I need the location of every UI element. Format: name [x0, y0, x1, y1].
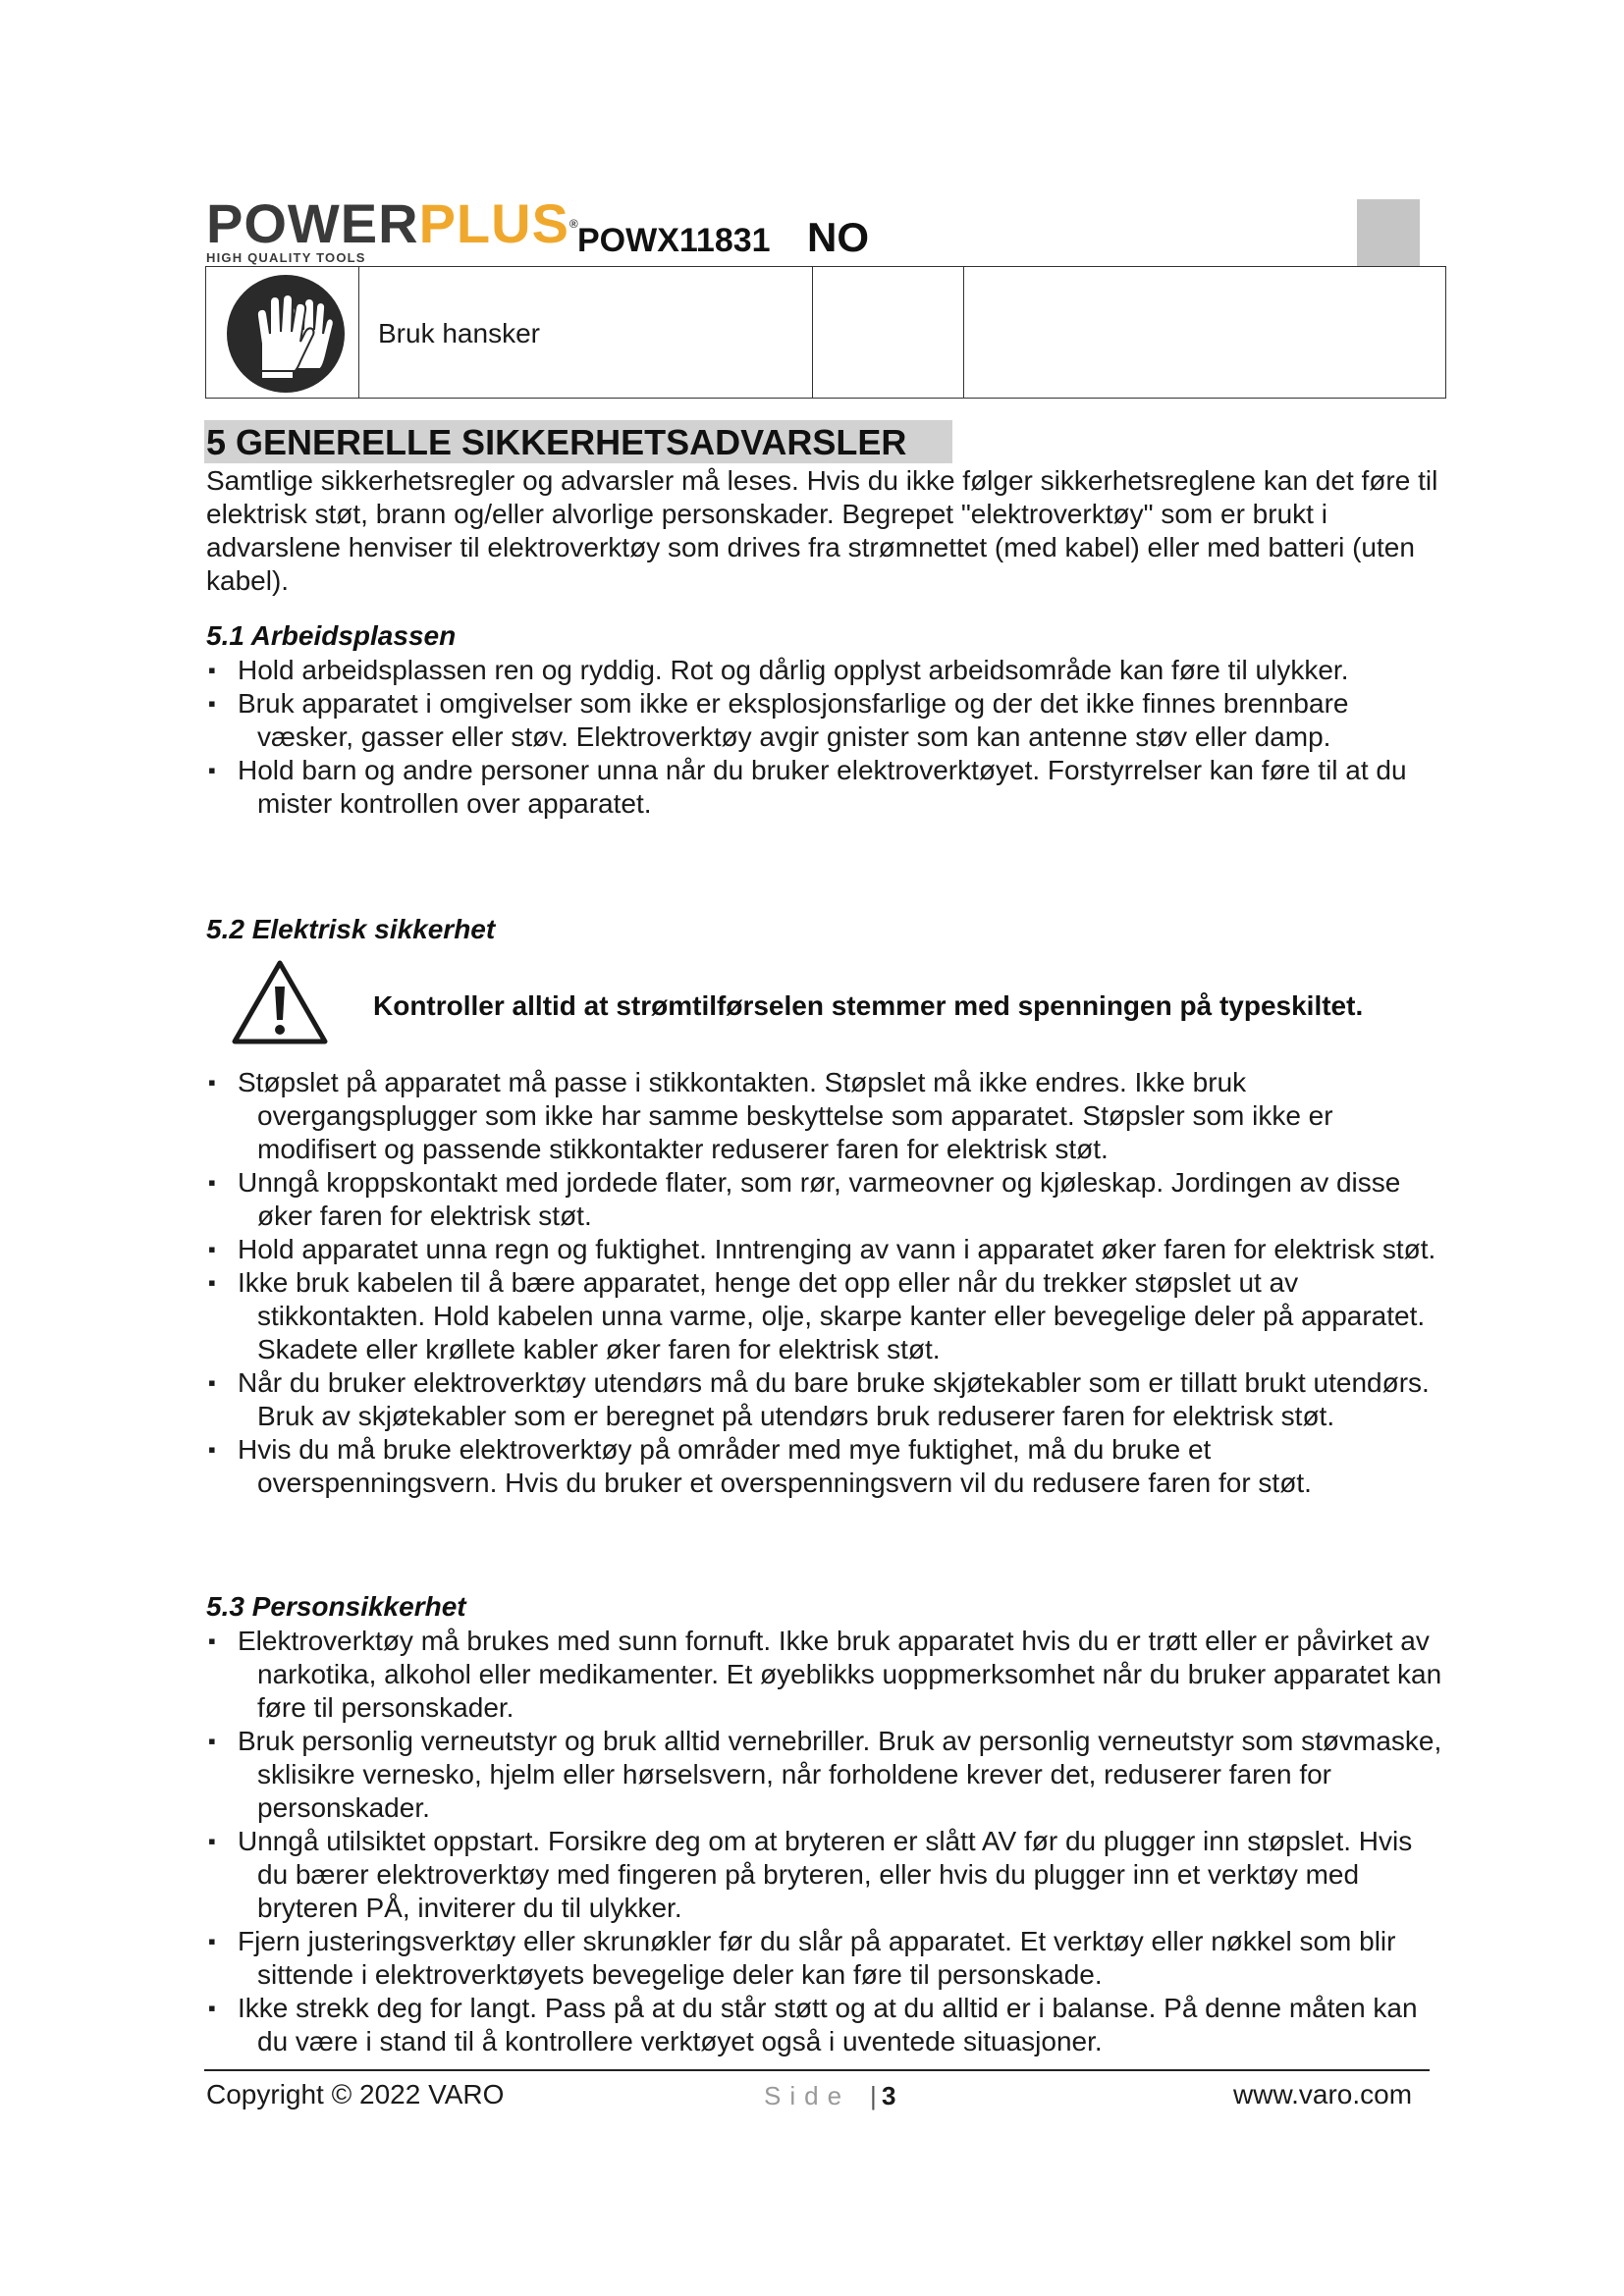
subsection-title-electrical: 5.2 Elektrisk sikkerhet — [206, 914, 496, 944]
brand-registered-mark: ® — [568, 217, 579, 231]
footer-page-number: 3 — [882, 2081, 896, 2110]
section-intro: Samtlige sikkerhetsregler og advarsler må leses. Hvis du ikke følger sikkerhetsreglene kan det føre til elektrisk støt, brann og/eller alvorlige personskader. Begrepet "elektroverktøy" som er brukt i advarslene henviser til elektroverktøy som drives fra strømnettet (med kabel) eller med batteri (uten kabel). — [206, 465, 1438, 596]
subsection-title-personal: 5.3 Personsikkerhet — [206, 1591, 466, 1622]
list-item: ▪ Ikke bruk kabelen til å bære apparatet, henge det opp eller når du trekker støpslet ut av stikkontakten. Hold kabelen unna varme, olje, skarpe kanter eller bevegelige deler på apparatet. Skadete eller krøllete kabler øker faren for elektrisk støt. — [208, 1267, 1426, 1364]
voltage-warning: Kontroller alltid at strømtilførselen stemmer med spenningen på typeskiltet. — [373, 990, 1364, 1021]
list-item: ▪ Når du bruker elektroverktøy utendørs må du bare bruke skjøtekabler som er tillatt brukt utendørs. Bruk av skjøtekabler som er beregnet på utendørs bruk reduserer faren for elektrisk støt. — [208, 1367, 1430, 1431]
warning-triangle-icon — [231, 957, 329, 1047]
list-item: ▪ Hvis du må bruke elektroverktøy på områder med mye fuktighet, må du bruke et overspenningsvern. Hvis du bruker et overspenningsvern vil du redusere faren for støt. — [208, 1434, 1312, 1498]
list-item: ▪ Støpslet på apparatet må passe i stikkontakten. Støpslet må ikke endres. Ikke bruk overgangsplugger som ikke har samme beskyttelse som apparatet. Støpsler som ikke er modifisert og passende stikkontakter reduserer faren for elektrisk støt. — [208, 1067, 1333, 1164]
bullet-icon: ▪ — [208, 1829, 216, 1853]
brand-wordmark — [206, 192, 579, 254]
footer-separator: | — [870, 2081, 877, 2110]
workplace-list — [206, 654, 1445, 821]
list-item: ▪ Bruk apparatet i omgivelser som ikke er eksplosjonsfarlige og der det ikke finnes brennbare væsker, gasser eller støv. Elektroverktøy avgir gnister som kan antenne støv eller damp. — [208, 688, 1349, 752]
bullet-icon: ▪ — [208, 1437, 216, 1462]
footer-rule — [204, 2069, 1430, 2071]
brand-tagline: HIGH QUALITY TOOLS — [206, 250, 366, 265]
gloves-icon — [224, 273, 348, 395]
list-item: ▪ Bruk personlig verneutstyr og bruk alltid vernebriller. Bruk av personlig verneutstyr som støvmaske, sklisikre vernesko, hjelm eller hørselsvern, når forholdene krever det, reduserer faren for personskader. — [208, 1726, 1442, 1823]
table-divider — [963, 267, 964, 398]
list-item: ▪ Hold apparatet unna regn og fuktighet. Inntrenging av vann i apparatet øker faren for elektrisk støt. — [208, 1234, 1436, 1264]
bullet-icon: ▪ — [208, 1629, 216, 1653]
bullet-icon: ▪ — [208, 1729, 216, 1753]
footer-website: www.varo.com — [1233, 2079, 1413, 2109]
footer-page-label: Side — [764, 2081, 851, 2110]
electrical-list — [206, 1066, 1445, 1500]
list-item: ▪ Unngå utilsiktet oppstart. Forsikre deg om at bryteren er slått AV før du plugger inn støpslet. Hvis du bærer elektroverktøy med fingeren på bryteren, eller hvis du plugger inn et verktøy med bryteren PÅ, inviterer du til ulykker. — [208, 1826, 1413, 1923]
bullet-icon: ▪ — [208, 1929, 216, 1953]
list-item: ▪ Hold barn og andre personer unna når du bruker elektroverktøyet. Forstyrrelser kan føre til at du mister kontrollen over apparatet. — [208, 755, 1407, 819]
bullet-icon: ▪ — [208, 1270, 216, 1295]
bullet-icon: ▪ — [208, 1070, 216, 1095]
bullet-icon: ▪ — [208, 691, 216, 716]
brand-plus-text: PLUS — [418, 192, 569, 254]
list-item: ▪ Fjern justeringsverktøy eller skrunøkler før du slår på apparatet. Et verktøy eller nøkkel som blir sittende i elektroverktøyets bevegelige deler kan føre til personskade. — [208, 1926, 1396, 1990]
language-code: NO — [807, 214, 869, 260]
bullet-icon: ▪ — [208, 758, 216, 782]
bullet-icon: ▪ — [208, 1170, 216, 1195]
list-item: ▪ Hold arbeidsplassen ren og ryddig. Rot og dårlig opplyst arbeidsområde kan føre til ulykker. — [208, 655, 1349, 685]
bullet-icon: ▪ — [208, 1996, 216, 2020]
section-heading: 5 GENERELLE SIKKERHETSADVARSLER — [206, 422, 907, 462]
personal-safety-list — [206, 1625, 1445, 2058]
table-divider — [358, 267, 359, 398]
table-divider — [812, 267, 813, 398]
model-number: POWX11831 — [577, 222, 771, 259]
brand-power-text: POWER — [206, 192, 419, 254]
bullet-icon: ▪ — [208, 1237, 216, 1261]
glove-label: Bruk hansker — [378, 318, 540, 348]
bullet-icon: ▪ — [208, 1370, 216, 1395]
subsection-title-workplace: 5.1 Arbeidsplassen — [206, 620, 457, 651]
list-item: ▪ Elektroverktøy må brukes med sunn fornuft. Ikke bruk apparatet hvis du er trøtt eller er påvirket av narkotika, alkohol eller medikamenter. Et øyeblikks uoppmerksomhet når du bruker apparatet kan føre til personskader. — [208, 1626, 1442, 1723]
brand-logo — [206, 192, 579, 265]
header-gray-marker — [1357, 199, 1420, 266]
bullet-icon: ▪ — [208, 658, 216, 682]
footer-copyright: Copyright © 2022 VARO — [206, 2079, 505, 2109]
list-item: ▪ Unngå kroppskontakt med jordede flater, som rør, varmeovner og kjøleskap. Jordingen av disse øker faren for elektrisk støt. — [208, 1167, 1401, 1231]
list-item: ▪ Ikke strekk deg for langt. Pass på at du står støtt og at du alltid er i balanse. På denne måten kan du være i stand til å kontrollere verktøyet også i uventede situasjoner. — [208, 1993, 1418, 2056]
